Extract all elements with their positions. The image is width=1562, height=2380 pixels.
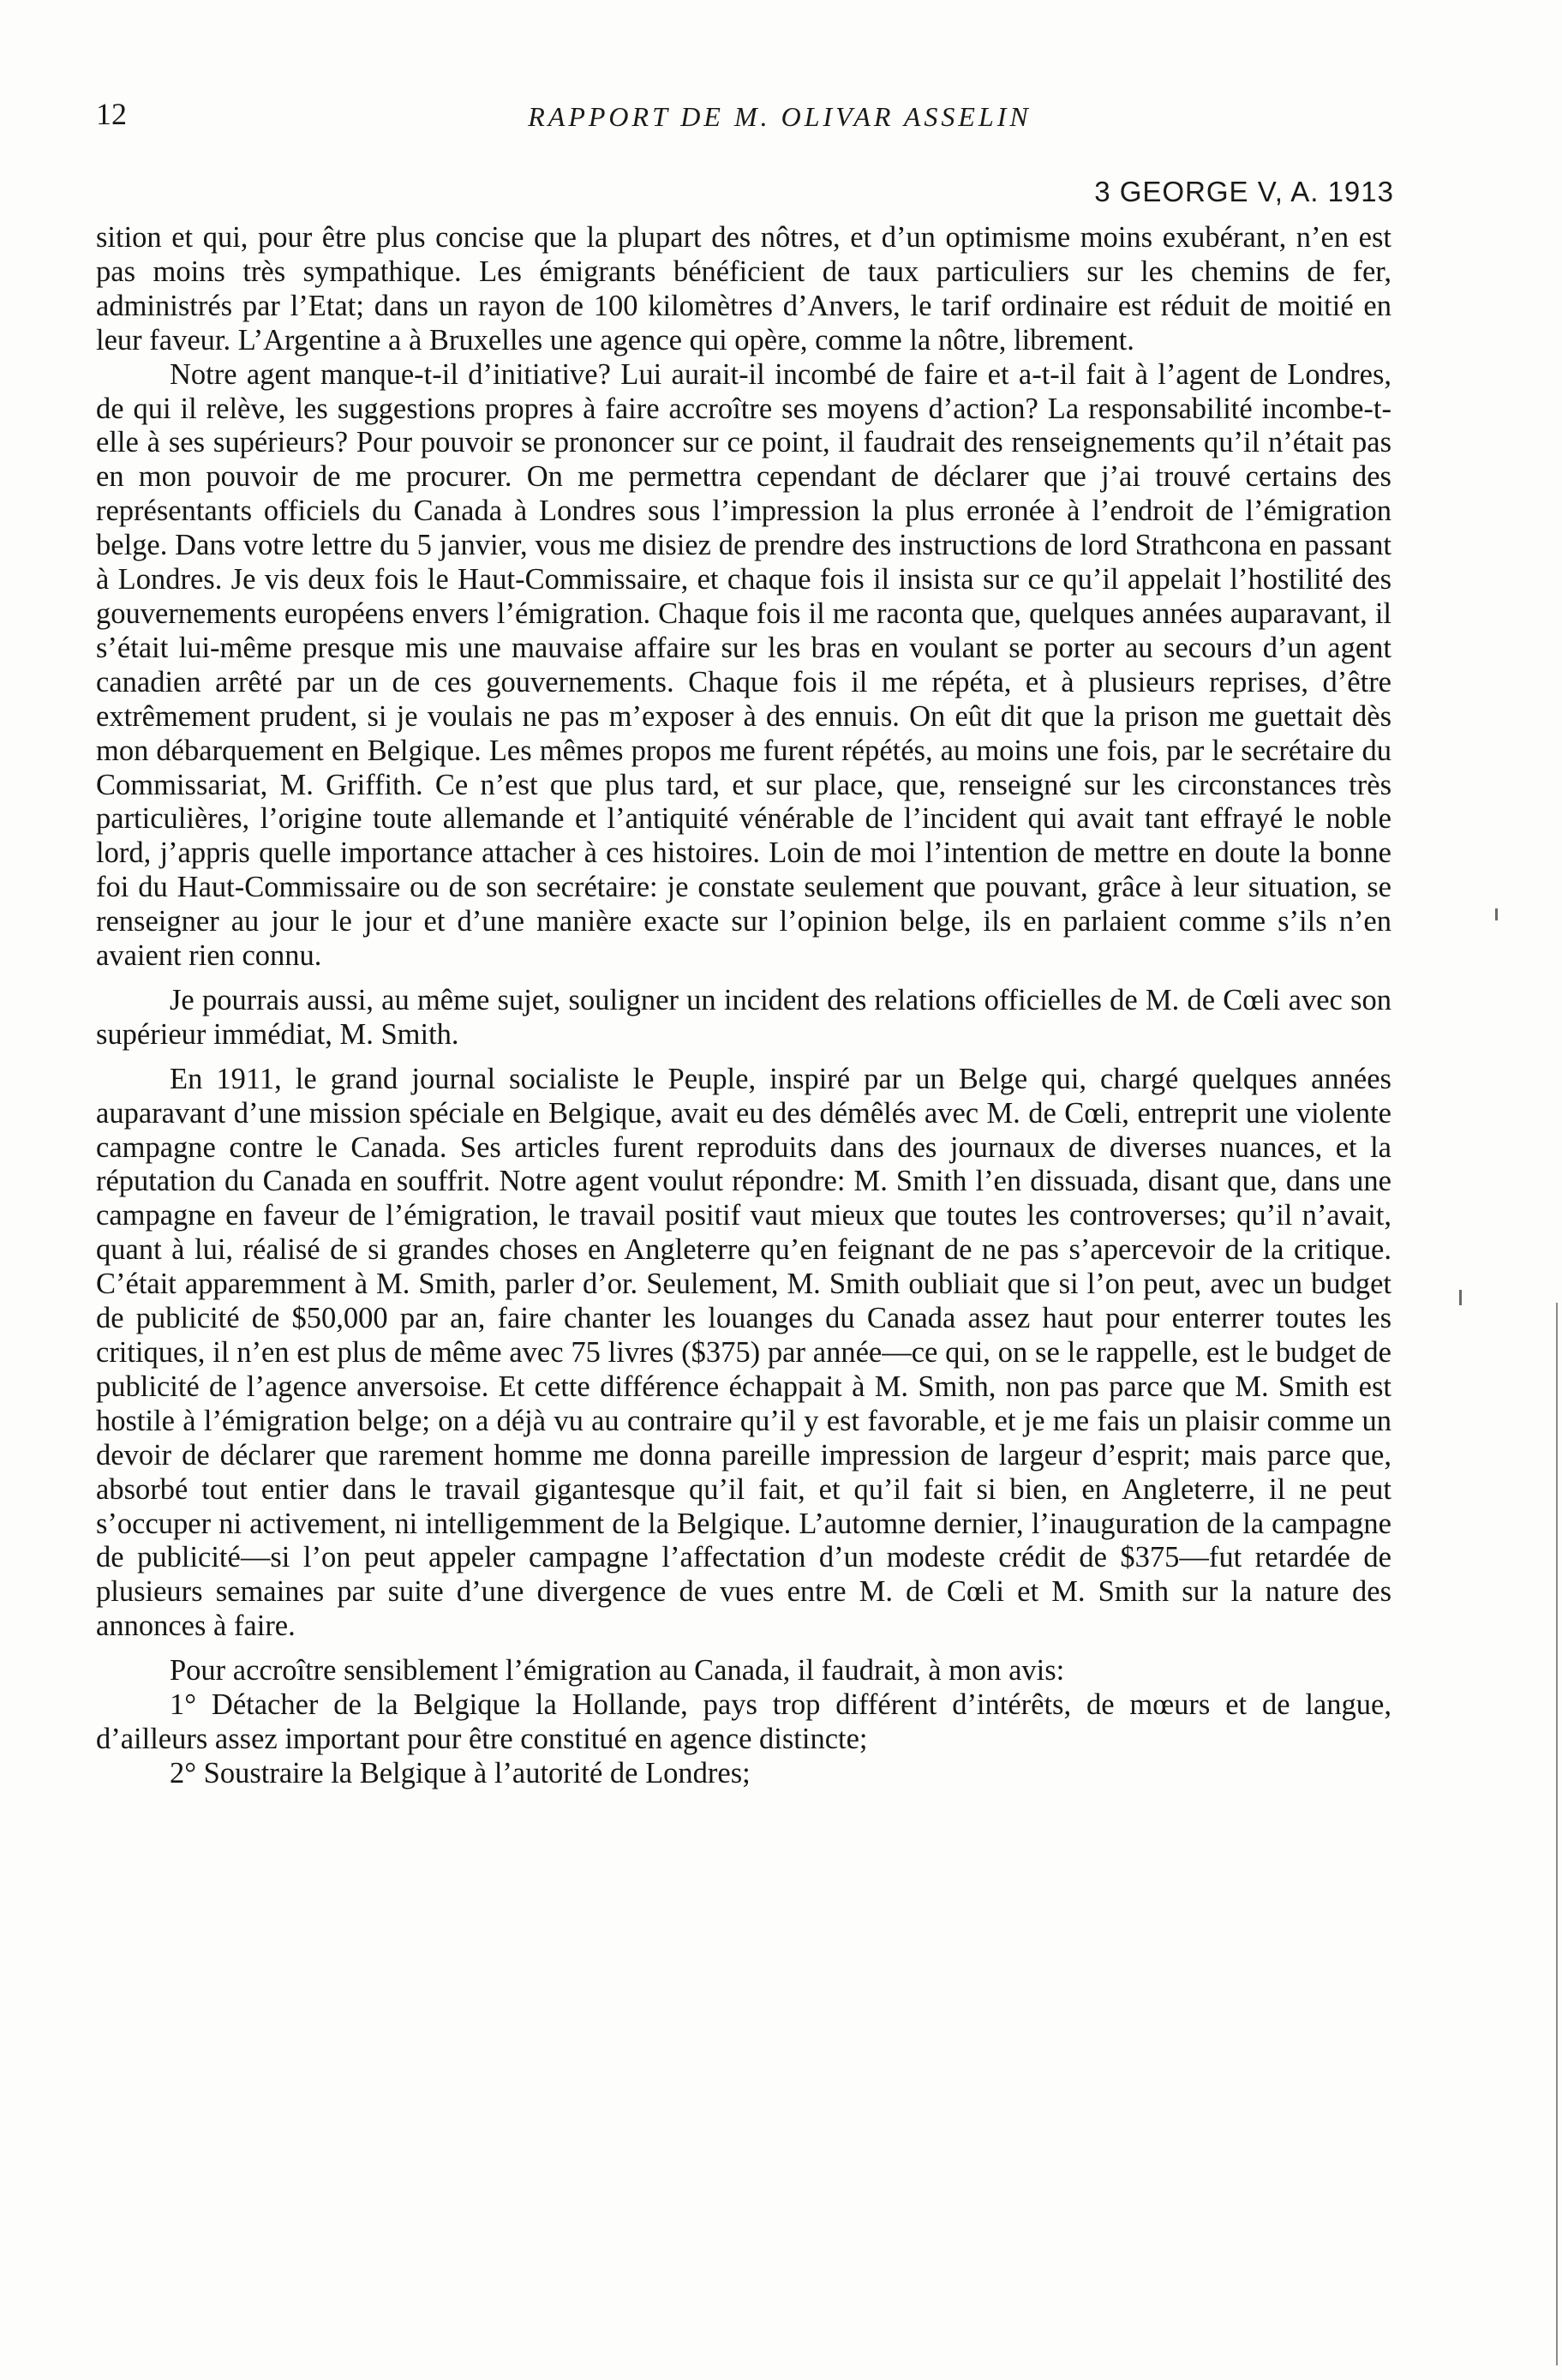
running-title: RAPPORT DE M. OLIVAR ASSELIN bbox=[528, 101, 1032, 132]
scan-margin-mark bbox=[1459, 1290, 1462, 1305]
recommendation-item-1: 1° Détacher de la Belgique la Hollande, pays trop différent d’intérêts, de mœurs et de langue, d’ailleurs assez important pour être constitué en agence distincte; bbox=[96, 1688, 1391, 1755]
scan-edge-line bbox=[1556, 1303, 1558, 2365]
paragraph-official-relations: Je pourrais aussi, au même sujet, souligner un incident des relations officielles de M. de Cœli avec son supérieur immédiat, M. Smith. bbox=[96, 983, 1391, 1051]
paragraph-peuple-campaign: En 1911, le grand journal socialiste le Peuple, inspiré par un Belge qui, chargé quelques années auparavant d’une mission spéciale en Belgique, avait eu des démêlés avec M. de Cœli, entreprit une violente campagne contre le Canada. Ses articles furent reproduits dans des journaux de diverses nuances, et la réputation du Canada en souffrit. Notre agent voulut répondre: M. Smith l’en dissuada, disant que, dans une campagne en faveur de l’émigration, le travail positif vaut mieux que toutes les controverses; qu’il n’avait, quant à lui, réalisé de si grandes choses en Angleterre qu’en feignant de ne pas s’apercevoir de la critique. C’était apparemment à M. Smith, parler d’or. Seulement, M. Smith oubliait que si l’on peut, avec un budget de publicité de $50,000 par an, faire chanter les louanges du Canada assez haut pour enterrer toutes les critiques, il n’en est plus de même avec 75 livres ($375) par année—ce qui, on se le rappelle, est le budget de publicité de l’agence anversoise. Et cette différence échappait à M. Smith, non pas parce que M. Smith est hostile à l’émigration belge; on a déjà vu au contraire qu’il y est favorable, et je me fais un plaisir comme un devoir de déclarer que rarement homme me donna pareille impression de largeur d’esprit; mais parce que, absorbé tout entier dans le travail gigantesque qu’il fait, et qu’il fait si bien, en Angleterre, il ne peut s’occuper ni activement, ni intelligemment de la Belgique. L’automne dernier, l’inauguration de la campagne de publicité—si l’on peut appeler campagne l’affectation d’un modeste crédit de $375—fut retardée de plusieurs semaines par suite d’une divergence de vues entre M. de Cœli et M. Smith sur la nature des annonces à faire. bbox=[96, 1062, 1391, 1643]
report-body bbox=[96, 221, 1391, 1791]
recommendation-item-2: 2° Soustraire la Belgique à l’autorité de Londres; bbox=[170, 1756, 751, 1789]
session-reference: 3 GEORGE V, A. 1913 bbox=[1094, 176, 1394, 207]
page-number: 12 bbox=[96, 97, 127, 131]
paragraph-continuation: sition et qui, pour être plus concise que la plupart des nôtres, et d’un optimisme moins exubérant, n’en est pas moins très sympathique. Les émigrants bénéficient de taux particuliers sur les chemins de fer, administrés par l’Etat; dans un rayon de 100 kilomètres d’Anvers, le tarif ordinaire est réduit de moitié en leur faveur. L’Argentine a à Bruxelles une agence qui opère, comme la nôtre, librement. bbox=[96, 221, 1391, 357]
paragraph-recommendations-intro: Pour accroître sensiblement l’émigration au Canada, il faudrait, à mon avis: bbox=[170, 1654, 1065, 1688]
scan-margin-mark bbox=[1495, 908, 1498, 920]
paragraph-agent-initiative: Notre agent manque-t-il d’initiative? Lui aurait-il incombé de faire et a-t-il fait à l’agent de Londres, de qui il relève, les suggestions propres à faire accroître ses moyens d’action? La responsabilité incombe-t-elle à ses supérieurs? Pour pouvoir se prononcer sur ce point, il faudrait des renseignements qu’il n’était pas en mon pouvoir de me procurer. On me permettra cependant de déclarer que j’ai trouvé certains des représentants officiels du Canada à Londres sous l’impression la plus erronée à l’endroit de l’émigration belge. Dans votre lettre du 5 janvier, vous me disiez de prendre des instructions de lord Strathcona en passant à Londres. Je vis deux fois le Haut-Commissaire, et chaque fois il insista sur ce qu’il appelait l’hostilité des gouvernements européens envers l’émigration. Chaque fois il me raconta que, quelques années auparavant, il s’était lui-même presque mis une mauvaise affaire sur les bras en voulant se porter au secours d’un agent canadien arrêté par un de ces gouvernements. Chaque fois il me répéta, et à plusieurs reprises, d’être extrêmement prudent, si je voulais ne pas m’exposer à des ennuis. On eût dit que la prison me guettait dès mon débarquement en Belgique. Les mêmes propos me furent répétés, au moins une fois, par le secrétaire du Commissariat, M. Griffith. Ce n’est que plus tard, et sur place, que, renseigné sur les circonstances très particulières, l’origine toute allemande et l’antiquité vénérable de l’incident qui avait tant effrayé le noble lord, j’appris quelle importance attacher à ces histoires. Loin de moi l’intention de mettre en doute la bonne foi du Haut-Commissaire ou de son secrétaire: je constate seulement que pouvant, grâce à leur situation, se renseigner au jour le jour et d’une manière exacte sur l’opinion belge, ils en parlaient comme s’ils n’en avaient rien connu. bbox=[96, 357, 1391, 973]
